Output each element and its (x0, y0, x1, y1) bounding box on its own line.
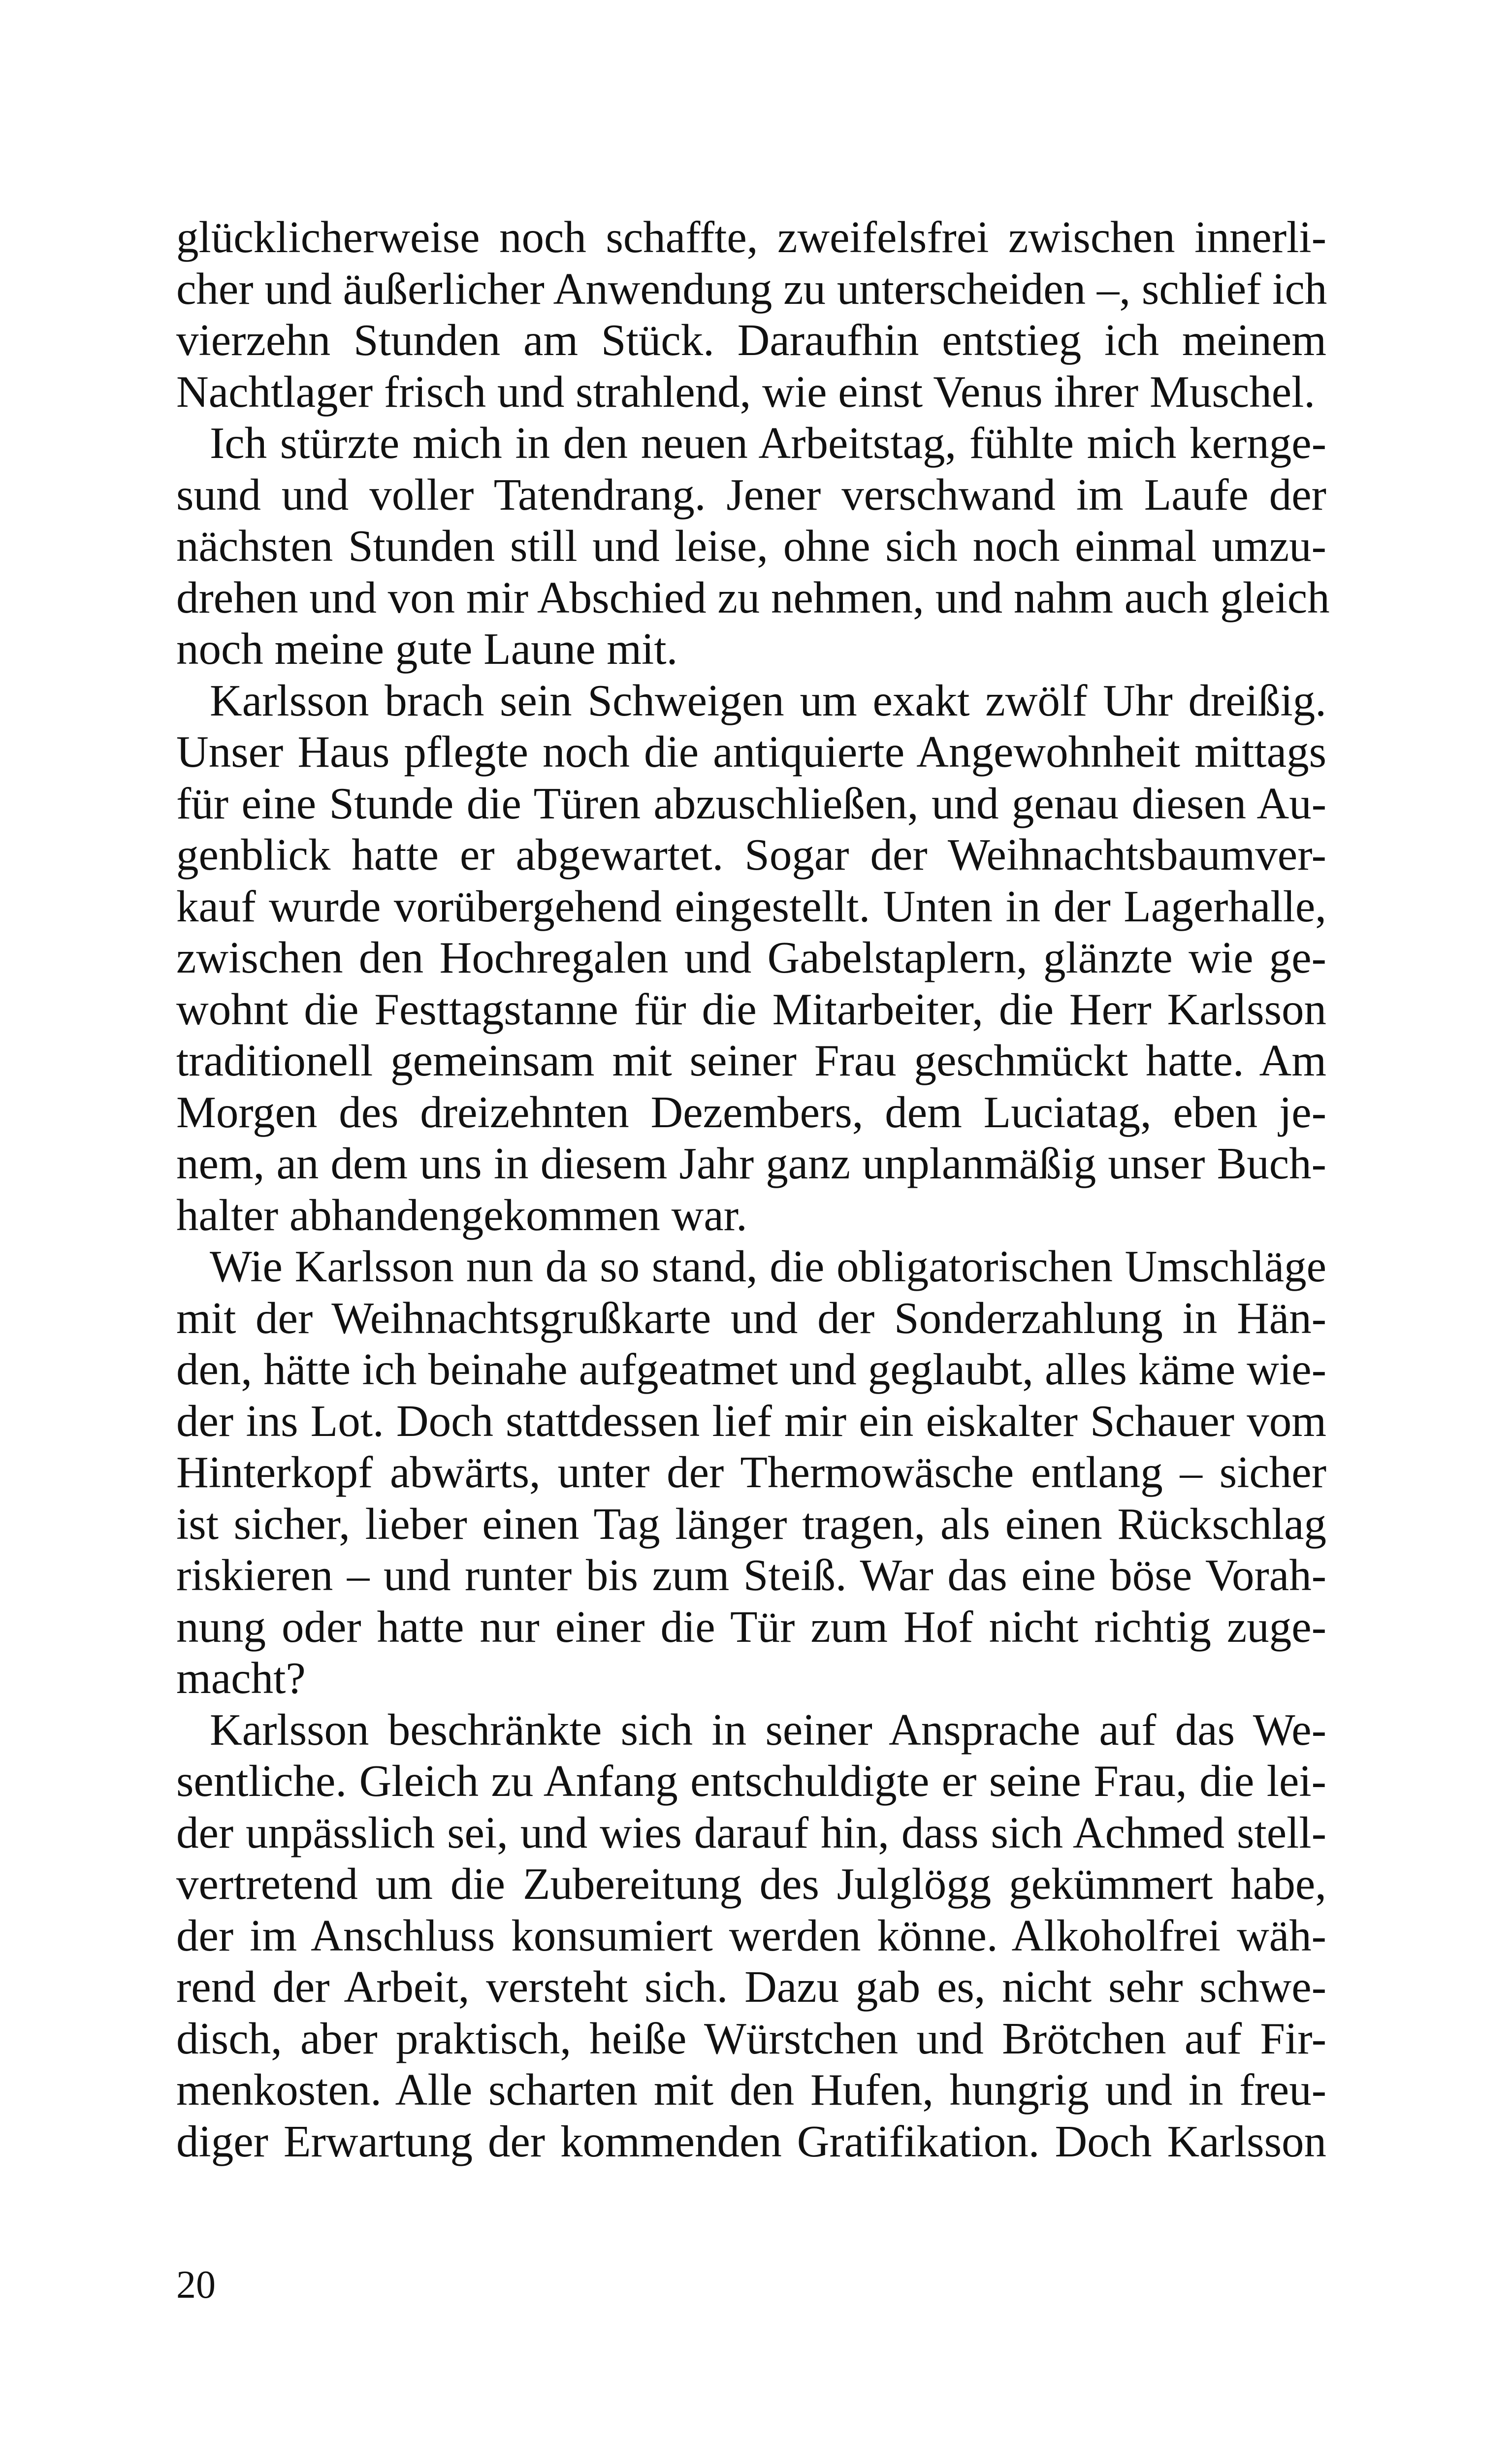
text-line: den, hätte ich beinahe aufgeatmet und geglaubt, alles käme wie- (176, 1344, 1326, 1394)
paragraph (176, 418, 1330, 675)
text-line: nem, an dem uns in diesem Jahr ganz unplanmäßig unser Buch- (176, 1139, 1326, 1188)
paragraph (176, 212, 1326, 418)
page-number: 20 (176, 2263, 216, 2307)
text-line: Unser Haus pflegte noch die antiquierte Angewohnheit mittags (176, 727, 1326, 777)
paragraph (176, 1241, 1326, 1704)
text-line: vertretend um die Zubereitung des Julglögg gekümmert habe, (176, 1859, 1326, 1909)
text-line: für eine Stunde die Türen abzuschließen, und genau diesen Au- (176, 778, 1326, 828)
text-line: halter abhandengekommen war. (176, 1190, 747, 1240)
text-line: glücklicherweise noch schaffte, zweifelsfrei zwischen innerli- (176, 212, 1326, 262)
text-line: Nachtlager frisch und strahlend, wie einst Venus ihrer Muschel. (176, 366, 1316, 417)
text-line: kauf wurde vorübergehend eingestellt. Unten in der Lagerhalle, (176, 881, 1326, 931)
text-line: nächsten Stunden still und leise, ohne sich noch einmal umzu- (176, 521, 1326, 571)
text-line: traditionell gemeinsam mit seiner Frau geschmückt hatte. Am (176, 1036, 1326, 1085)
text-line: Wie Karlsson nun da so stand, die obligatorischen Umschläge (210, 1241, 1326, 1291)
text-line: noch meine gute Laune mit. (176, 624, 678, 674)
text-line: ist sicher, lieber einen Tag länger tragen, als einen Rückschlag (176, 1498, 1326, 1549)
text-line: sund und voller Tatendrang. Jener verschwand im Laufe der (176, 469, 1326, 520)
text-line: wohnt die Festtagstanne für die Mitarbeiter, die Herr Karlsson (176, 984, 1326, 1034)
text-line: rend der Arbeit, versteht sich. Dazu gab es, nicht sehr schwe- (176, 1962, 1326, 2012)
text-line: mit der Weihnachtsgrußkarte und der Sonderzahlung in Hän- (176, 1293, 1326, 1343)
text-line: der unpässlich sei, und wies darauf hin, dass sich Achmed stell- (176, 1807, 1326, 1857)
text-line: genblick hatte er abgewartet. Sogar der Weihnachtsbaumver- (176, 830, 1326, 879)
text-line: nung oder hatte nur einer die Tür zum Hof nicht richtig zuge- (176, 1601, 1326, 1652)
paragraph (176, 675, 1326, 1241)
text-line: disch, aber praktisch, heiße Würstchen und Brötchen auf Fir- (176, 2013, 1326, 2063)
text-line: Ich stürzte mich in den neuen Arbeitstag, fühlte mich kernge- (210, 418, 1326, 468)
text-line: riskieren – und runter bis zum Steiß. War das eine böse Vorah- (176, 1550, 1326, 1600)
body-text (176, 212, 1330, 2167)
text-line: vierzehn Stunden am Stück. Daraufhin entstieg ich meinem (176, 315, 1326, 365)
paragraph (176, 1704, 1326, 2168)
text-line: drehen und von mir Abschied zu nehmen, und nahm auch gleich (176, 572, 1330, 622)
text-line: diger Erwartung der kommenden Gratifikation. Doch Karlsson (176, 2116, 1326, 2166)
text-line: macht? (176, 1653, 306, 1703)
text-line: cher und äußerlicher Anwendung zu unterscheiden –, schlief ich (176, 263, 1327, 314)
text-line: Hinterkopf abwärts, unter der Thermowäsche entlang – sicher (176, 1447, 1326, 1497)
text-line: sentliche. Gleich zu Anfang entschuldigte er seine Frau, die lei- (176, 1756, 1326, 1806)
text-line: der ins Lot. Doch stattdessen lief mir ein eiskalter Schauer vom (176, 1396, 1326, 1446)
text-line: zwischen den Hochregalen und Gabelstaplern, glänzte wie ge- (176, 933, 1326, 982)
text-line: menkosten. Alle scharten mit den Hufen, hungrig und in freu- (176, 2065, 1326, 2115)
text-line: Karlsson brach sein Schweigen um exakt zwölf Uhr dreißig. (210, 675, 1326, 725)
text-line: Morgen des dreizehnten Dezembers, dem Luciatag, eben je- (176, 1087, 1326, 1137)
text-line: der im Anschluss konsumiert werden könne. Alkoholfrei wäh- (176, 1910, 1326, 1960)
text-line: Karlsson beschränkte sich in seiner Ansprache auf das We- (210, 1704, 1326, 1755)
